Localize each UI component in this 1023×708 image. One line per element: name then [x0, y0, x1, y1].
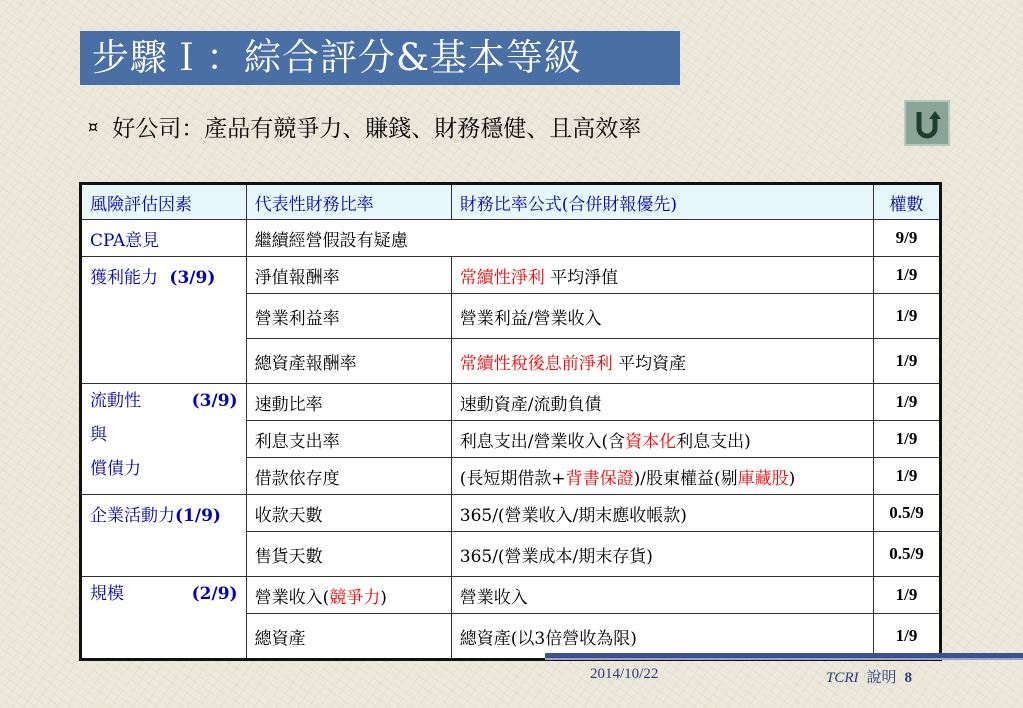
- factor-weight: (1/9): [175, 506, 221, 526]
- ratio-cell: 營業利益率: [246, 294, 451, 339]
- return-arrow-icon: [910, 106, 944, 140]
- factor-label: 規模: [90, 584, 124, 604]
- ratio-cell: 速動比率: [246, 384, 451, 421]
- factor-label: 企業活動力: [90, 506, 175, 526]
- factor-line: [90, 583, 238, 605]
- bullet-text: 好公司：產品有競爭力、賺錢、財務穩健、且高效率: [112, 115, 642, 142]
- formula-cell: 營業收入: [451, 577, 873, 614]
- weight-cell: 1/9: [874, 614, 941, 660]
- bullet-point: [88, 108, 641, 144]
- formula-cell: [451, 339, 873, 384]
- ratio-cell: 總資產: [246, 614, 451, 660]
- formula-cell: [451, 421, 873, 458]
- table-row: [81, 384, 941, 421]
- factor-activity: [81, 495, 247, 577]
- formula-cell: 營業利益/營業收入: [451, 294, 873, 339]
- table-row: [81, 220, 941, 257]
- formula-text: 利息支出): [676, 431, 751, 452]
- footer-date: 2014/10/22: [590, 666, 659, 682]
- formula-text: 平均淨值: [544, 267, 619, 288]
- weight-cell: 1/9: [874, 257, 941, 294]
- table-row: [81, 257, 941, 294]
- header-ratio: 代表性財務比率: [246, 184, 451, 220]
- formula-cell: 365/(營業收入/期末應收帳款): [451, 495, 873, 532]
- header-factor: 風險評估因素: [81, 184, 247, 220]
- formula-text: (長短期借款+: [459, 468, 566, 489]
- formula-text: )/股東權益(剔: [633, 468, 738, 489]
- ratio-cell: 利息支出率: [246, 421, 451, 458]
- formula-highlight: 庫藏股: [737, 468, 789, 489]
- formula-cell: 速動資產/流動負債: [451, 384, 873, 421]
- weight-cell: 1/9: [874, 458, 941, 495]
- ratio-highlight: 競爭力: [329, 587, 381, 608]
- formula-highlight: 常續性稅後息前淨利: [459, 353, 613, 374]
- footer-credit: [826, 666, 912, 687]
- factor-label: 償債力: [90, 459, 141, 479]
- weight-cell: 1/9: [874, 421, 941, 458]
- formula-cell: 365/(營業成本/期末存貨): [451, 532, 873, 577]
- ratio-cell: 淨值報酬率: [246, 257, 451, 294]
- factor-profitability: [81, 257, 247, 384]
- factor-label: 流動性: [90, 391, 141, 411]
- formula-highlight: 背書保證: [565, 468, 634, 489]
- ratio-cell: 繼續經營假設有疑慮: [246, 220, 873, 257]
- ratio-cell: 總資產報酬率: [246, 339, 451, 384]
- weight-cell: 9/9: [874, 220, 941, 257]
- bullet-icon: ¤: [88, 116, 99, 136]
- factor-liquidity: [81, 384, 247, 495]
- formula-cell: 總資產(以3倍營收為限): [451, 614, 873, 660]
- header-weight: 權數: [874, 184, 941, 220]
- ratio-cell: 售貨天數: [246, 532, 451, 577]
- factor-label: 獲利能力: [90, 268, 158, 288]
- weight-cell: 0.5/9: [874, 495, 941, 532]
- formula-highlight: 常續性淨利: [459, 267, 545, 288]
- risk-factor-table: [79, 182, 942, 661]
- formula-text: ): [788, 468, 796, 489]
- formula-cell: [451, 257, 873, 294]
- formula-highlight: 資本化: [625, 431, 677, 452]
- weight-cell: 1/9: [874, 577, 941, 614]
- weight-cell: 1/9: [874, 294, 941, 339]
- factor-line: [90, 384, 238, 418]
- formula-cell: [451, 458, 873, 495]
- page-number: 8: [904, 670, 913, 686]
- footer-divider-accent: [545, 658, 1023, 660]
- table-row: [81, 495, 941, 532]
- ratio-cell: 收款天數: [246, 495, 451, 532]
- weight-cell: 1/9: [874, 339, 941, 384]
- formula-text: 利息支出/營業收入(含: [459, 431, 626, 452]
- return-button[interactable]: [904, 100, 950, 146]
- table-row: [81, 577, 941, 614]
- factor-weight: (2/9): [191, 584, 238, 604]
- factor-weight: (3/9): [169, 268, 216, 288]
- factor-weight: (3/9): [191, 391, 238, 411]
- ratio-text: 營業收入(: [254, 587, 330, 608]
- weight-cell: 1/9: [874, 384, 941, 421]
- footer-label: 說明: [866, 670, 897, 686]
- slide-title: 步驟Ｉ：綜合評分&基本等級: [80, 31, 680, 85]
- factor-scale: [81, 577, 247, 660]
- footer-brand: TCRI: [826, 670, 859, 686]
- factor-label: 與: [90, 425, 107, 445]
- ratio-text: ): [380, 587, 387, 608]
- factor-cpa: CPA意見: [81, 220, 247, 257]
- header-formula: 財務比率公式(合併財報優先): [451, 184, 873, 220]
- weight-cell: 0.5/9: [874, 532, 941, 577]
- table-header-row: [81, 184, 941, 220]
- formula-text: 平均資產: [612, 353, 687, 374]
- ratio-cell: [246, 577, 451, 614]
- ratio-cell: 借款依存度: [246, 458, 451, 495]
